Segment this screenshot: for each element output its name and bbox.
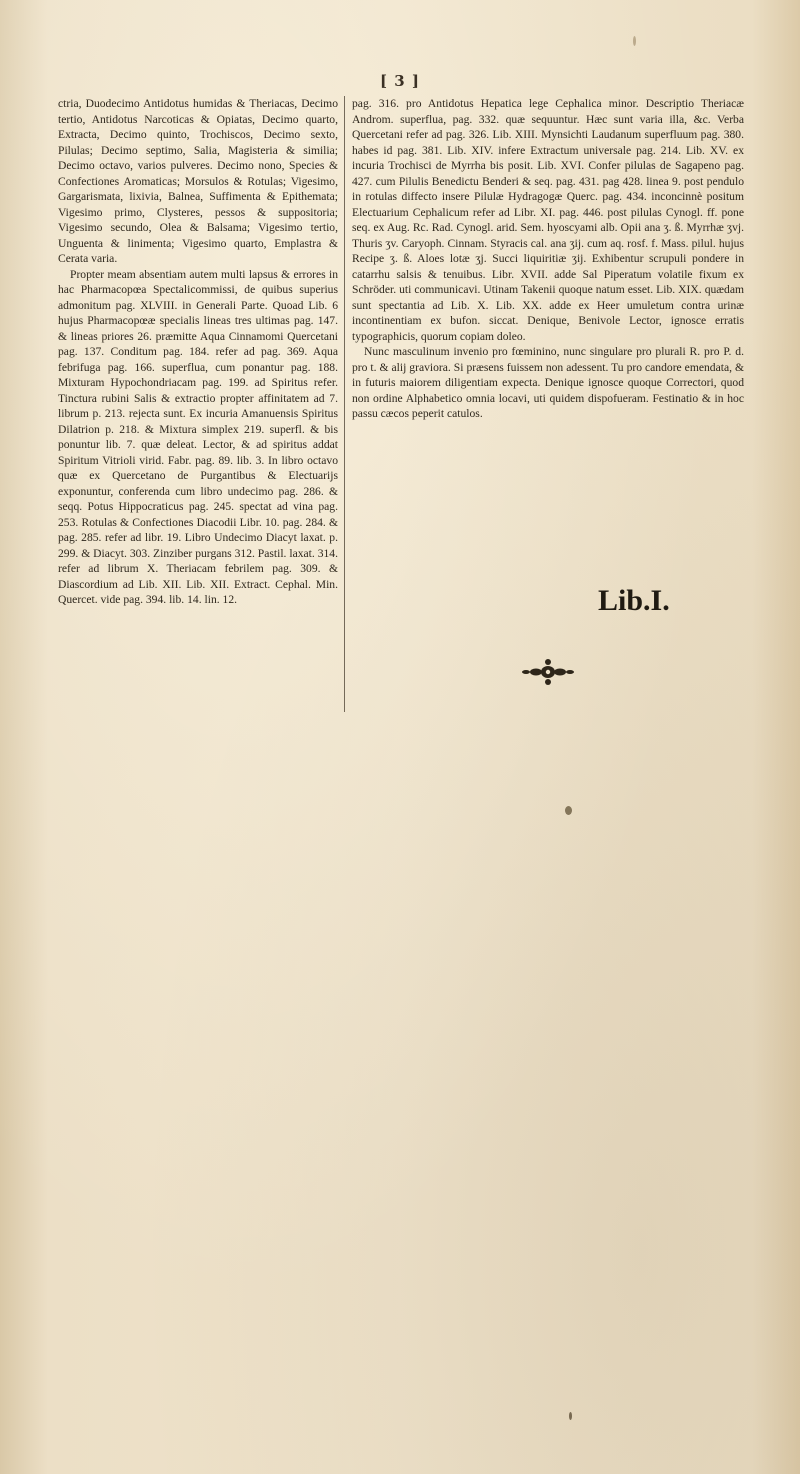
left-paragraph-1: ctria, Duodecimo Antidotus humidas & Theriacas, Decimo tertio, Antidotus Narcoticas & Opiatas, Decimo quarto, Extracta, Decimo quinto, Trochiscos, Decimo sexto, Pilulas; Decimo septimo, Salia, Magisteria & similia; Decimo octavo, varios pulveres. Decimo nono, Species & Confectiones Aromaticas; Morsulos & Rotulas; Vigesimo, Gargarismata, lixivia, Balnea, Suffimenta & Epithemata; Vigesimo primo, Clysteres, pessos & suppositoria; Vigesimo secundo, Olea & Balsama; Vigesimo tertio, Unguenta & linimenta; Vigesimo quarto, Emplastra & Cerata varia. bbox=[58, 97, 338, 265]
left-paragraph-2: Propter meam absentiam autem multi lapsus & errores in hac Pharmacopœa Spectalicommissi, de quibus superius admonitum pag. XLVIII. in Generali Parte. Quoad Lib. 6 hujus Pharmacopœæ specialis lineas tres ultimas pag. 147. & lineas priores 26. præmitte Aqua Cinnamomi Quercetani pag. 137. Conditum pag. 184. refer ad pag. 369. Aqua febrifuga pag. 166. superflua, cum ponantur pag. 188. Mixturam Hypochondriacam pag. 199. ad Spiritus refer. Tinctura rubini Salis & extractio propter affinitatem ad 7. librum p. 213. rejecta sunt. Ex incuria Amanuensis Spiritus Dilatrion p. 218. & Mixtura simplex 219. superfl. & bis ponuntur lib. 7. quæ deleat. Lector, & ad spiritus addat Spiritum Vitrioli virid. Fabr. pag. 89. lib. 3. In libro octavo quæ ex Quercetano de Purgantibus & Electuarijs exponuntur, conferenda cum libro undecimo pag. 286. & seqq. Potus Hippocraticus pag. 245. spectat ad vina pag. 253. Rotulas & Confectiones Diacodii Libr. 10. pag. 284. & pag. 285. refer ad libr. 19. Libro Undecimo Diacyt laxat. p. 299. & Diacyt. 303. Zinziber purgans 312. Pastil. laxat. 314. refer ad librum X. Theriacam febrilem pag. 309. & Diascordium ad Lib. XII. Lib. XII. Extract. Cephal. Min. Quercet. vide pag. 394. lib. 14. lin. 12. bbox=[58, 267, 338, 606]
catchword: Lib.I. bbox=[598, 584, 670, 617]
left-column bbox=[58, 96, 338, 608]
right-paragraph-1: pag. 316. pro Antidotus Hepatica lege Cephalica minor. Descriptio Theriacæ Androm. superflua, pag. 332. quæ sequuntur. Hæc sunt varia illa, &c. Verba Quercetani refer ad pag. 326. Lib. XIII. Mynsichti Laudanum superfluum pag. 380. habes id pag. 381. Lib. XIV. infere Extractum universale pag. 214. Lib. XV. ex incuria Trochisci de Myrrha bis posit. Lib. XVI. Confer pilulas de Sagapeno pag. 427. cum Pilulis Benedictu Benderi & seq. pag. 431. pag 428. linea 9. post pendulo in rotulas diffecto insere Pilulæ Hydragogæ Querc. pag. 434. inconcinnè positum Electuarium Cephalicum refer ad Libr. XI. pag. 446. post pilulas Cynogl. ff. pone seq. ex Aug. Rc. Rad. Cynogl. arid. Sem. hyoscyami alb. Opii ana ʒ. ß. Myrrhæ ʒvj. Thuris ʒv. Caryoph. Cinnam. Styracis cal. ana ʒij. cum aq. rosf. f. Mass. pilul. hujus Recipe ʒ. ß. Aloes lotæ ʒj. Succi liquiritiæ ʒij. Exhibentur scrupuli pondere in catarrhu salsis & tenuibus. Libr. XVII. adde Sal Piperatum volatile fixum ex Schröder. uti communicavi. Utinam Takenii quoque natum esset. Lib. XIX. quædam sunt spectantia ad Lib. X. Lib. XX. adde ex Heer umuletum contra urinæ incontinentiam ex bufon. siccat. Denique, Benivole Lector, ignosce erratis typographicis, quorum copiam doleo. bbox=[352, 97, 744, 343]
right-paragraph-2: Nunc masculinum invenio pro fœminino, nunc singulare pro plurali R. pro P. d. pro t. & alij graviora. Si præsens fuissem non adessent. Tu pro candore emendata, & in futuris maiorem diligentiam expecta. Denique ignosce quoque Correctori, quod non ordine Alphabetico omnia locavi, uti quidem dispofueram. Festinatio & in hoc passu cæcos peperit catulos. bbox=[352, 345, 744, 420]
right-column bbox=[352, 96, 744, 422]
page-header: [ 3 ] bbox=[379, 72, 421, 90]
foxing-spot bbox=[633, 36, 636, 46]
foxing-spot bbox=[569, 1412, 572, 1420]
foxing-spot bbox=[565, 806, 572, 815]
column-divider bbox=[344, 96, 345, 712]
printer-ornament bbox=[521, 658, 575, 686]
